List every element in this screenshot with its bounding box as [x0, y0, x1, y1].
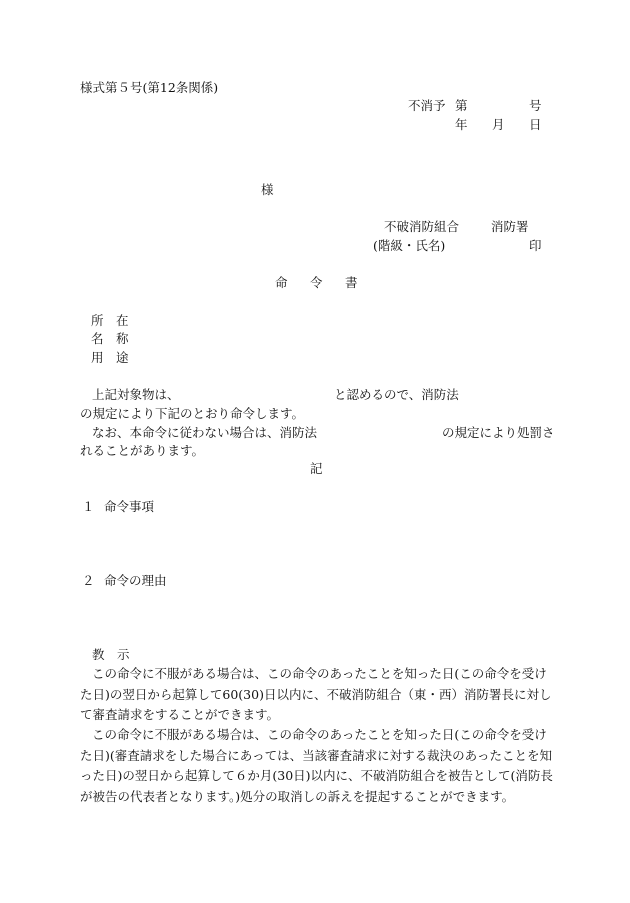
body-line2: の規定により下記のとおり命令します。 — [80, 406, 305, 421]
issuer-seal: 印 — [529, 238, 542, 253]
doc-title-char-3: 書 — [345, 275, 358, 290]
doc-number-dai: 第 — [455, 98, 468, 113]
body-line3-b: の規定により処罰さ — [442, 425, 555, 440]
date-month: 月 — [492, 117, 505, 132]
addressee-sama: 様 — [261, 182, 274, 197]
field-location: 所 在 — [91, 313, 129, 328]
issuer-rank-name: (階級・氏名) — [373, 238, 446, 253]
body-line4: れることがあります。 — [80, 443, 205, 458]
body-line1-a: 上記対象物は、 — [92, 387, 180, 402]
field-use: 用 途 — [91, 350, 129, 365]
item-1-heading: 命令事項 — [104, 499, 155, 514]
date-year: 年 — [455, 117, 468, 132]
issuer-station: 消防署 — [491, 219, 529, 234]
item-2-number: ２ — [82, 573, 95, 588]
date-day: 日 — [529, 117, 542, 132]
doc-number-prefix: 不消予 — [408, 98, 446, 113]
notice-heading: 教 示 — [92, 647, 130, 662]
body-line3-a: なお、本命令に従わない場合は、消防法 — [92, 425, 318, 440]
notice-paragraph-2: この命令に不服がある場合は、この命令のあったことを知った日(この命令を受けた日)(審査請求をした場合にあっては、当該審査請求に対する裁決のあったことを知った日)の翌日から起算して６か月(30日)以内に、不破消防組合を被告として(消防長が被告の代表者となります。)処分の取消しの訴えを提起することができます。 — [80, 727, 553, 804]
doc-number-go: 号 — [529, 98, 542, 113]
issuer-org: 不破消防組合 — [384, 219, 460, 234]
item-1-number: １ — [82, 499, 95, 514]
ki-mark: 記 — [310, 461, 323, 476]
item-2-heading: 命令の理由 — [104, 573, 167, 588]
doc-title-char-2: 令 — [310, 275, 323, 290]
notice-paragraph-1: この命令に不服がある場合は、この命令のあったことを知った日(この命令を受けた日)の翌日から起算して60(30)日以内に、不破消防組合（東・西）消防署長に対して審査請求をすることができます。 — [80, 666, 552, 722]
body-line1-b: と認めるので、消防法 — [334, 387, 459, 402]
form-label: 様式第５号(第12条関係) — [80, 80, 219, 95]
field-name: 名 称 — [91, 331, 129, 346]
doc-title-char-1: 命 — [275, 275, 288, 290]
